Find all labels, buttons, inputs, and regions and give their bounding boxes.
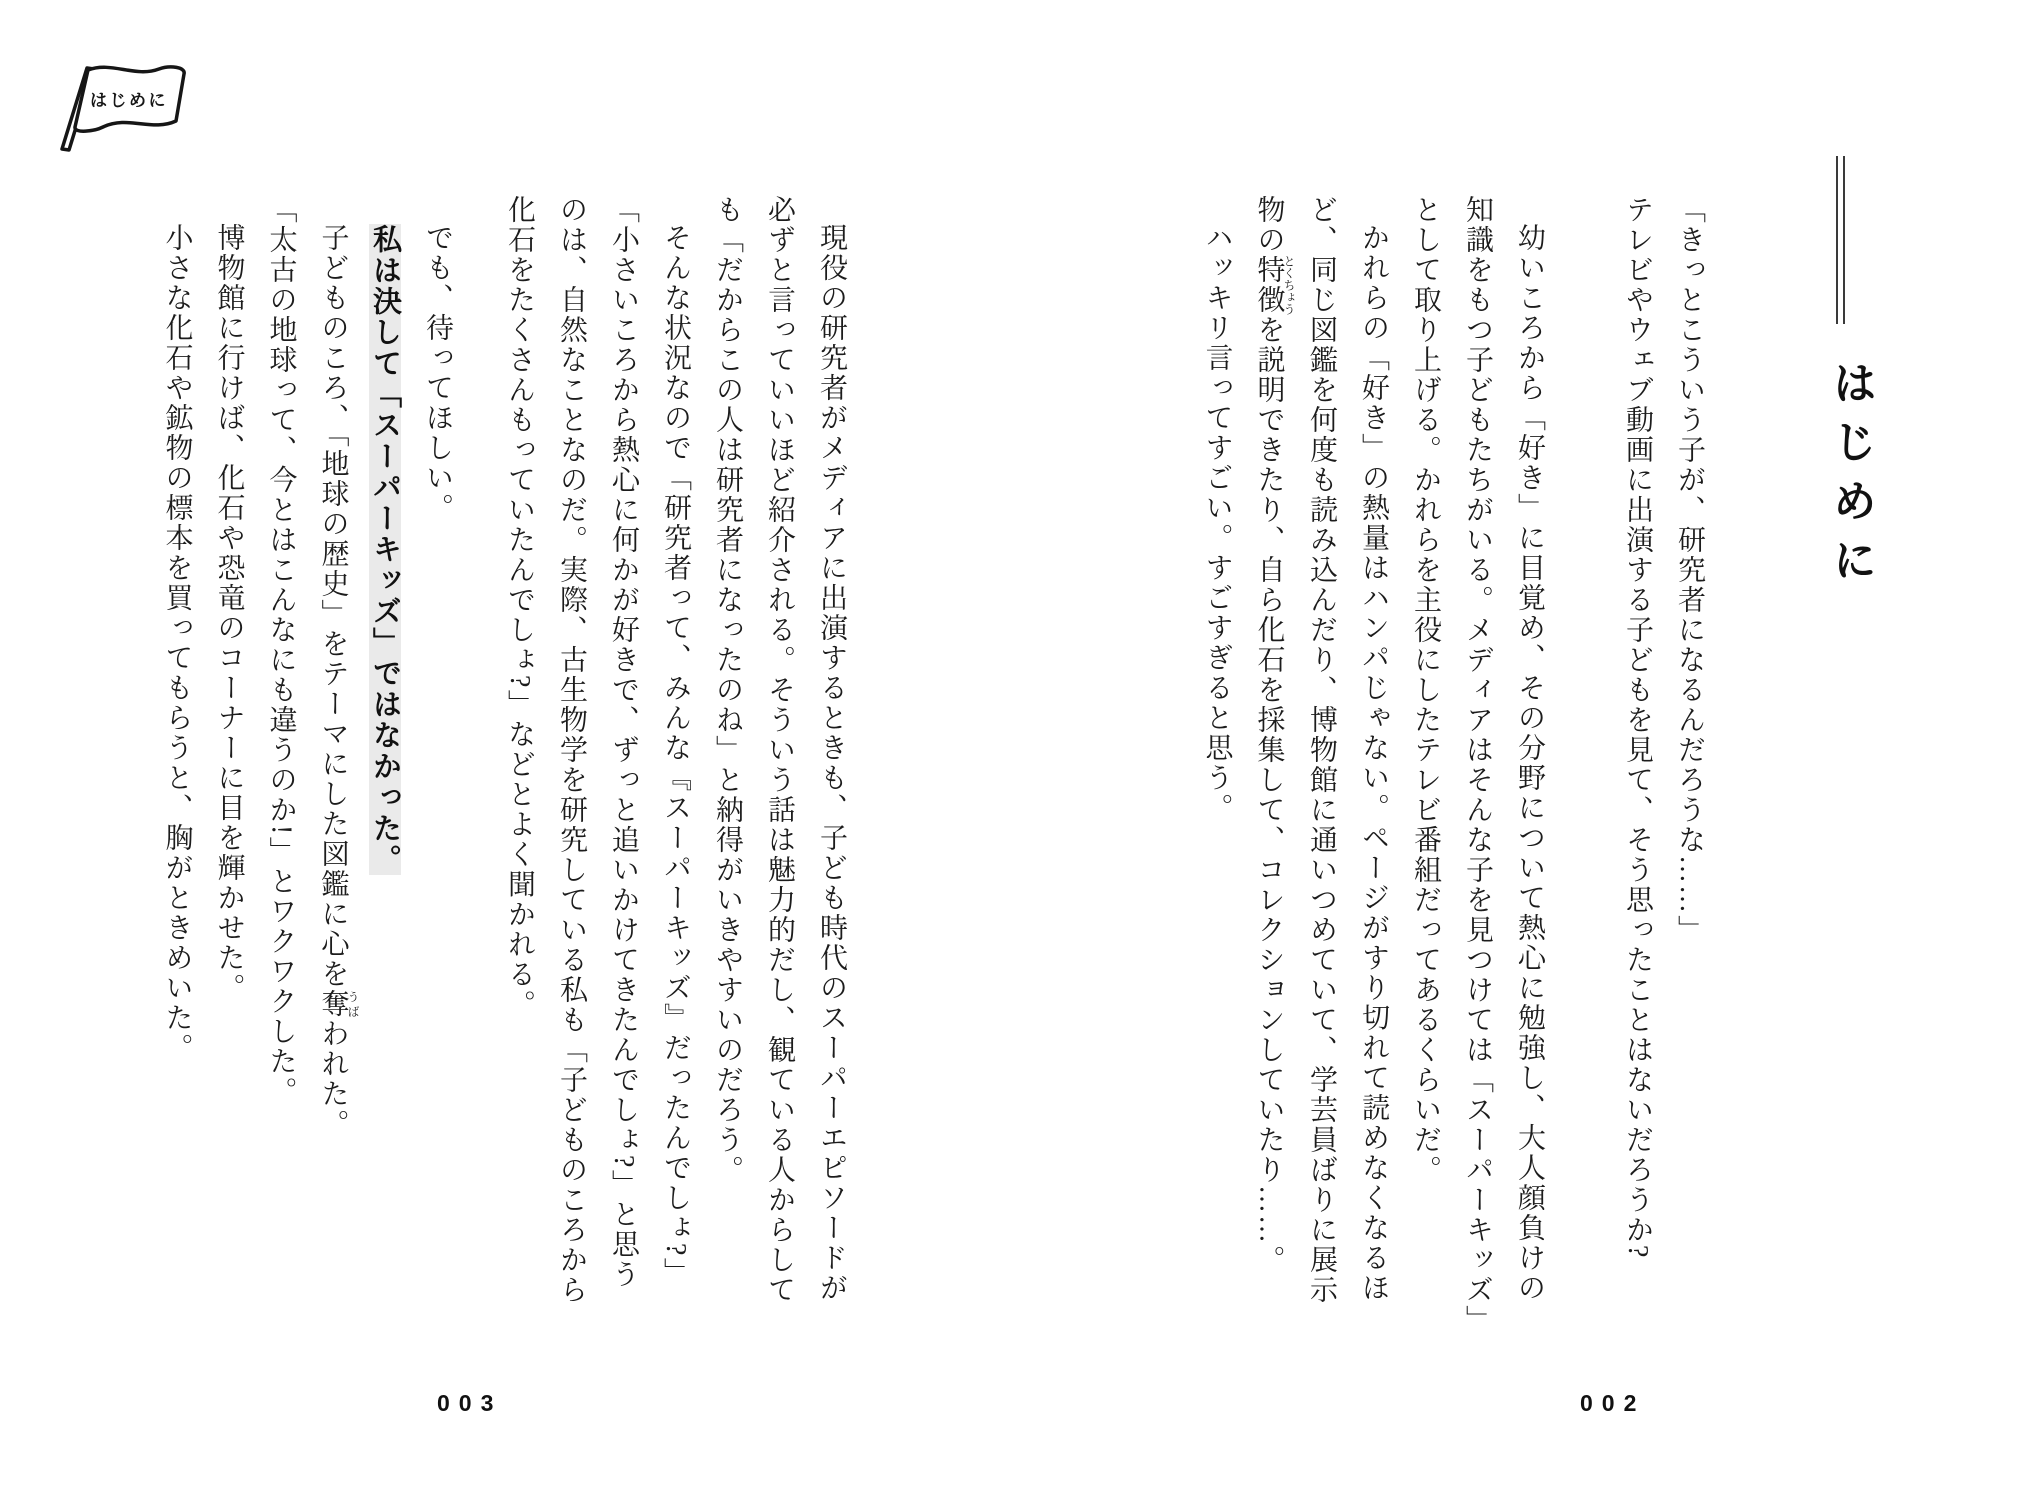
chapter-flag-icon — [50, 54, 200, 159]
text-column: 必ずと言っていいほど紹介される。そういう話は魅力的だし、観ている人からして — [764, 195, 795, 1305]
page-number-left: 003 — [437, 1390, 503, 1416]
text-column: 化石をたくさんもっていたんでしょ?」などとよく聞かれる。 — [504, 195, 535, 1020]
flag-label: はじめに — [90, 91, 168, 110]
text-column: 小さな化石や鉱物の標本を買ってもらうと、胸がときめいた。 — [161, 223, 193, 1063]
text-column: そんな状況なので「研究者って、みんな『スーパーキッズ』だったんでしょ?」 — [660, 223, 691, 1288]
title-rule — [1836, 156, 1845, 324]
text-column: のは、自然なことなのだ。実際、古生物学を研究している私も「子どものころから — [556, 195, 587, 1305]
text-column: テレビやウェブ動画に出演する子どもを見て、そう思ったことはないだろうか? — [1622, 195, 1653, 1260]
text-column: として取り上げる。かれらを主役にしたテレビ番組だってあるくらいだ。 — [1410, 195, 1441, 1185]
text-column: 子どものころ、「地球の歴史」をテーマにした図鑑に心を奪うばわれた。 — [317, 223, 360, 1139]
text-column: 知識をもつ子どもたちがいる。メディアはそんな子を見つけては「スーパーキッズ」 — [1462, 195, 1493, 1335]
left-page-text — [151, 195, 858, 1365]
page-number-right: 002 — [1580, 1390, 1646, 1416]
text-column: 博物館に行けば、化石や恐竜のコーナーに目を輝かせた。 — [213, 223, 245, 1003]
text-column: 「太古の地球って、今とはこんなにも違うのか!」とワクワクした。 — [265, 195, 297, 1107]
text-column: かれらの「好き」の熱量はハンパじゃない。ページがすり切れて読めなくなるほ — [1358, 223, 1389, 1303]
right-page-text — [1191, 195, 1716, 1365]
text-column: 物の特徴とくちょうを説明できたり、自ら化石を採集して、コレクションしていたり……。 — [1253, 195, 1296, 1275]
highlight: 私は決して「スーパーキッズ」ではなかった。 — [369, 224, 401, 875]
section-title: はじめに — [1826, 360, 1875, 596]
emphasized-text-column — [359, 195, 411, 1365]
text-column: ハッキリ言ってすごい。すごすぎると思う。 — [1201, 223, 1233, 823]
text-column: 「小さいころから熱心に何かが好きで、ずっと追いかけてきたんでしょ?」と思う — [608, 195, 639, 1290]
ruby-annotated-word: 特徴とくちょう — [1253, 255, 1296, 315]
text-column: 「きっとこういう子が、研究者になるんだろうな……」 — [1674, 195, 1705, 945]
text-column: 現役の研究者がメディアに出演するときも、子ども時代のスーパーエピソードが — [816, 223, 847, 1303]
text-column: 幼いころから「好き」に目覚め、その分野について熱心に勉強し、大人顔負けの — [1514, 223, 1545, 1303]
text-column: ど、同じ図鑑を何度も読み込んだり、博物館に通いつめていて、学芸員ばりに展示 — [1306, 195, 1337, 1305]
text-column: も「だからこの人は研究者になったのね」と納得がいきやすいのだろう。 — [712, 195, 743, 1185]
ruby-annotated-word: 奪うば — [317, 989, 360, 1019]
text-column: でも、待ってほしい。 — [422, 223, 453, 523]
